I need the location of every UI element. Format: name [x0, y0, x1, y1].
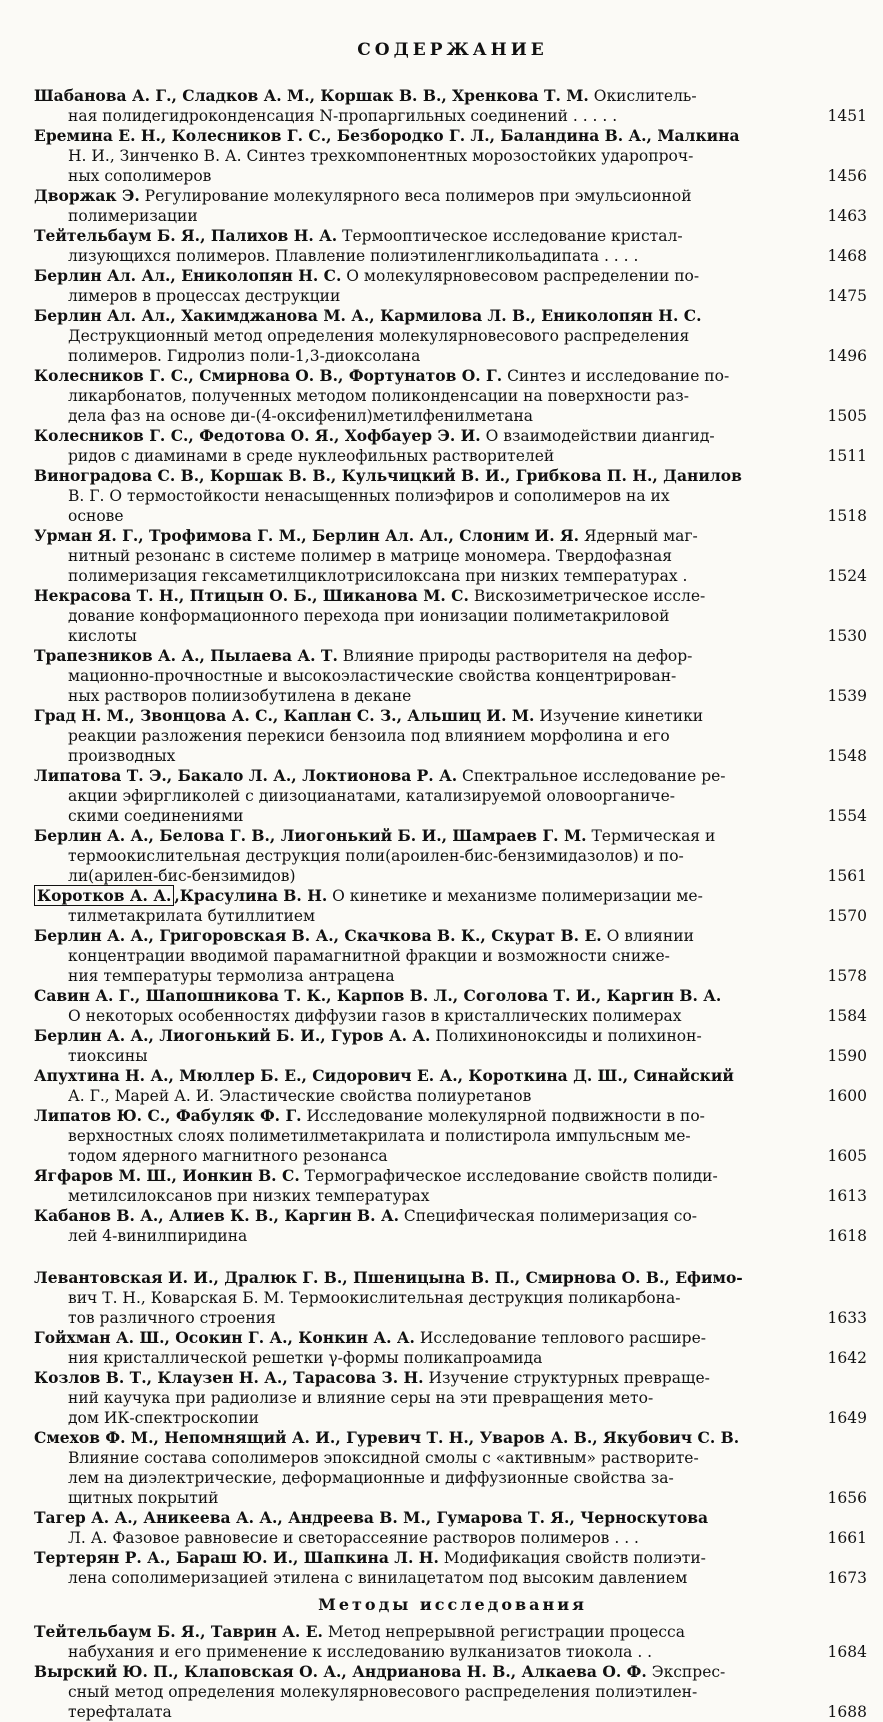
toc-entry: [34, 366, 871, 426]
toc-entry: [34, 226, 871, 266]
entry-authors: Липатов Ю. С., Фабуляк Ф. Г.: [34, 1106, 302, 1125]
entry-line: лена сополимеризацией этилена с винилацетатом под высоким давлением: [68, 1569, 688, 1587]
entry-authors: Тагер А. А., Аникеева А. А., Андреева В. М., Гумарова Т. Я., Черноскутова: [34, 1508, 709, 1527]
entry-authors: Некрасова Т. Н., Птицын О. Б., Шиканова М. С.: [34, 586, 469, 605]
entry-page-number: 1590: [827, 1047, 867, 1065]
entry-authors: Тейтельбаум Б. Я., Таврин А. Е.: [34, 1622, 323, 1641]
entry-page-number: 1456: [827, 167, 867, 185]
toc-entry: [34, 1066, 871, 1106]
toc-entry: [34, 1622, 871, 1662]
entry-page-number: 1656: [827, 1489, 867, 1507]
boxed-author: Коротков А. А.: [34, 885, 174, 906]
entry-line: лем на диэлектрические, деформационные и диффузионные свойства за-: [68, 1469, 674, 1487]
entry-line: щитных покрытий: [68, 1489, 219, 1507]
entry-line: ния температуры термолиза антрацена: [68, 967, 395, 985]
toc-group-b: [34, 926, 871, 1246]
toc-group-d: [34, 1622, 871, 1722]
entry-line: набухания и его применение к исследованию вулканизатов тиокола . .: [68, 1643, 653, 1661]
entry-page-number: 1524: [827, 567, 867, 585]
entry-title-start: Изучение кинетики: [534, 707, 704, 725]
toc-entry: [34, 1106, 871, 1166]
toc-group-c: [34, 1268, 871, 1588]
toc-entry: [34, 1428, 871, 1508]
entry-authors: ,Красулина В. Н.: [174, 886, 328, 905]
entry-page-number: 1505: [827, 407, 867, 425]
entry-line: ли(арилен-бис-бензимидов): [68, 867, 296, 885]
entry-line: производных: [68, 747, 176, 765]
entry-authors: Кабанов В. А., Алиев К. В., Каргин В. А.: [34, 1206, 399, 1225]
entry-authors: Ягфаров М. Ш., Ионкин В. С.: [34, 1166, 300, 1185]
entry-title-start: Полихиноноксиды и полихинон-: [430, 1027, 702, 1045]
entry-line: термоокислительная деструкция поли(ароилен-бис-бензимидазолов) и по-: [68, 847, 684, 865]
entry-line: верхностных слоях полиметилметакрилата и полистирола импульсным ме-: [68, 1127, 691, 1145]
entry-page-number: 1561: [827, 867, 867, 885]
entry-page-number: 1451: [827, 107, 867, 125]
entry-page-number: 1649: [827, 1409, 867, 1427]
entry-authors: Дворжак Э.: [34, 186, 140, 205]
toc-entry: [34, 1206, 871, 1246]
entry-authors: Липатова Т. Э., Бакало Л. А., Локтионова Р. А.: [34, 766, 458, 785]
entry-line: полимеров. Гидролиз поли-1,3-диоксолана: [68, 347, 421, 365]
entry-title-start: О влиянии: [601, 927, 694, 945]
toc-entry: [34, 1166, 871, 1206]
entry-line: Л. А. Фазовое равновесие и светорассеяние растворов полимеров . . .: [68, 1529, 639, 1547]
entry-authors: Козлов В. Т., Клаузен Н. А., Тарасова З. Н.: [34, 1368, 424, 1387]
entry-page-number: 1673: [827, 1569, 867, 1587]
toc-entry: [34, 186, 871, 226]
entry-title-start: Метод непрерывной регистрации процесса: [322, 1623, 685, 1641]
entry-line: ликарбонатов, полученных методом поликонденсации на поверхности раз-: [68, 387, 689, 405]
entry-title-start: Термографическое исследование свойств полиди-: [299, 1167, 718, 1185]
entry-page-number: 1688: [827, 1703, 867, 1721]
toc-entry: [34, 1268, 871, 1328]
entry-title-start: Специфическая полимеризация со-: [398, 1207, 698, 1225]
entry-page-number: 1661: [827, 1529, 867, 1547]
page-title: СОДЕРЖАНИЕ: [357, 40, 548, 60]
entry-line: лимеров в процессах деструкции: [68, 287, 341, 305]
entry-page-number: 1468: [827, 247, 867, 265]
entry-line: ных растворов полиизобутилена в декане: [68, 687, 412, 705]
entry-line: В. Г. О термостойкости ненасыщенных полиэфиров и сополимеров на их: [68, 487, 670, 505]
entry-title-start: Термооптическое исследование кристал-: [337, 227, 683, 245]
toc-entry: [34, 926, 871, 986]
entry-page-number: 1605: [827, 1147, 867, 1165]
toc-entry: [34, 826, 871, 886]
entry-line: сный метод определения молекулярновесового распределения полиэтилен-: [68, 1683, 698, 1701]
entry-authors: Урман Я. Г., Трофимова Г. М., Берлин Ал. Ал., Слоним И. Я.: [34, 526, 580, 545]
entry-authors: Апухтина Н. А., Мюллер Б. Е., Сидорович Е. А., Короткина Д. Ш., Синайский: [34, 1066, 734, 1085]
entry-authors: Берлин А. А., Белова Г. В., Лиогонький Б. И., Шамраев Г. М.: [34, 826, 587, 845]
entry-line: дование конформационного перехода при ионизации полиметакриловой: [68, 607, 670, 625]
toc-entry: [34, 646, 871, 706]
entry-authors: Град Н. М., Звонцова А. С., Каплан С. З., Альшиц И. М.: [34, 706, 535, 725]
entry-title-start: О кинетике и механизме полимеризации ме-: [327, 887, 703, 905]
section-title-methods: Методы исследования: [318, 1595, 587, 1614]
entry-authors: Вырский Ю. П., Клаповская О. А., Андрианова Н. В., Алкаева О. Ф.: [34, 1662, 647, 1681]
entry-page-number: 1463: [827, 207, 867, 225]
entry-line: А. Г., Марей А. И. Эластические свойства полиуретанов: [68, 1087, 532, 1105]
entry-title-start: Исследование молекулярной подвижности в по-: [301, 1107, 705, 1125]
group-gap: [34, 1246, 871, 1268]
entry-line: нитный резонанс в системе полимер в матрице мономера. Твердофазная: [68, 547, 673, 565]
entry-authors: Тейтельбаум Б. Я., Палихов Н. А.: [34, 226, 338, 245]
entry-authors: Тертерян Р. А., Бараш Ю. И., Шапкина Л. Н.: [34, 1548, 439, 1567]
entry-line: лей 4-винилпиридина: [68, 1227, 248, 1245]
toc-entry: [34, 426, 871, 466]
entry-authors: Берлин А. А., Григоровская В. А., Скачкова В. К., Скурат В. Е.: [34, 926, 602, 945]
toc-entry: [34, 766, 871, 826]
entry-line: лизующихся полимеров. Плавление полиэтиленгликольадипата . . . .: [68, 247, 639, 265]
entry-authors: Виноградова С. В., Коршак В. В., Кульчицкий В. И., Грибкова П. Н., Данилов: [34, 466, 742, 485]
entry-line: кислоты: [68, 627, 137, 645]
toc-entry: [34, 306, 871, 366]
entry-line: дела фаз на основе ди-(4-оксифенил)метилфенилметана: [68, 407, 534, 425]
entry-line: тов различного строения: [68, 1309, 276, 1327]
toc-entry: [34, 266, 871, 306]
entry-title-start: Модификация свойств полиэти-: [438, 1549, 706, 1567]
entry-title-start: О молекулярновесовом распределении по-: [341, 267, 700, 285]
entry-line: ных сополимеров: [68, 167, 212, 185]
entry-page-number: 1578: [827, 967, 867, 985]
toc-entry: [34, 1328, 871, 1368]
entry-title-start: Влияние природы растворителя на дефор-: [337, 647, 693, 665]
toc-entry: [34, 1026, 871, 1066]
entry-authors: Гойхман А. Ш., Осокин Г. А., Конкин А. А.: [34, 1328, 415, 1347]
entry-line: основе: [68, 507, 124, 525]
entry-line: вич Т. Н., Коварская Б. М. Термоокислительная деструкция поликарбона-: [68, 1289, 681, 1307]
toc-entry-korotkov: [34, 886, 871, 926]
entry-title-start: Синтез и исследование по-: [502, 367, 730, 385]
entry-title-start: Окислитель-: [588, 87, 697, 105]
entry-line: концентрации вводимой парамагнитной фракции и возможности сниже-: [68, 947, 670, 965]
entry-authors: Савин А. Г., Шапошникова Т. К., Карпов В. Л., Соголова Т. И., Каргин В. А.: [34, 986, 722, 1005]
toc-entry: [34, 1508, 871, 1548]
entry-page-number: 1684: [827, 1643, 867, 1661]
entry-authors: Трапезников А. А., Пылаева А. Т.: [34, 646, 338, 665]
entry-page-number: 1642: [827, 1349, 867, 1367]
entry-line: ний каучука при радиолизе и влияние серы на эти превращения мето-: [68, 1389, 654, 1407]
entry-line: реакции разложения перекиси бензоила под влиянием морфолина и его: [68, 727, 670, 745]
entry-line: ния кристаллической решетки γ-формы поликапроамида: [68, 1349, 543, 1367]
entry-page-number: 1475: [827, 287, 867, 305]
entry-line: акции эфиргликолей с диизоцианатами, катализируемой оловоорганиче-: [68, 787, 675, 805]
toc-group-a: [34, 86, 871, 886]
entry-page-number: 1548: [827, 747, 867, 765]
entry-authors: Еремина Е. Н., Колесников Г. С., Безбородко Г. Л., Баландина В. А., Малкина: [34, 126, 740, 145]
entry-title-start: О взаимодействии диангид-: [480, 427, 715, 445]
entry-line: метилсилоксанов при низких температурах: [68, 1187, 430, 1205]
toc-entry: [34, 1662, 871, 1722]
entry-title-start: Регулирование молекулярного веса полимеров при эмульсионной: [139, 187, 692, 205]
entry-line: полимеризация гексаметилциклотрисилоксана при низких температурах .: [68, 567, 688, 585]
entry-page-number: 1600: [827, 1087, 867, 1105]
entry-line: Деструкционный метод определения молекулярновесового распределения: [68, 327, 690, 345]
entry-line: Н. И., Зинченко В. А. Синтез трехкомпонентных морозостойких ударопроч-: [68, 147, 694, 165]
entry-authors: Берлин Ал. Ал., Ениколопян Н. С.: [34, 266, 342, 285]
entry-line: мационно-прочностные и высокоэластические свойства концентрирован-: [68, 667, 677, 685]
entry-line: тилметакрилата бутиллитием: [68, 907, 316, 925]
entry-page-number: 1618: [827, 1227, 867, 1245]
entry-page-number: 1539: [827, 687, 867, 705]
entry-line: О некоторых особенностях диффузии газов в кристаллических полимерах: [68, 1007, 682, 1025]
entry-page-number: 1511: [827, 447, 867, 465]
entry-page-number: 1570: [827, 907, 867, 925]
entry-page-number: 1633: [827, 1309, 867, 1327]
entry-line: ная полидегидроконденсация N-пропаргильных соединений . . . . .: [68, 107, 618, 125]
entry-title-start: Вискозиметрическое иссле-: [468, 587, 706, 605]
entry-title-start: Изучение структурных превраще-: [423, 1369, 710, 1387]
entry-title-start: Исследование теплового расшире-: [414, 1329, 707, 1347]
entry-authors: Колесников Г. С., Смирнова О. В., Фортунатов О. Г.: [34, 366, 503, 385]
entry-authors: Колесников Г. С., Федотова О. Я., Хофбауер Э. И.: [34, 426, 481, 445]
entry-authors: Берлин Ал. Ал., Хакимджанова М. А., Кармилова Л. В., Ениколопян Н. С.: [34, 306, 702, 325]
entry-title-start: Экспрес-: [646, 1663, 726, 1681]
entry-line: Влияние состава сополимеров эпоксидной смолы с «активным» растворите-: [68, 1449, 699, 1467]
entry-page-number: 1584: [827, 1007, 867, 1025]
entry-line: терефталата: [68, 1703, 172, 1721]
entry-page-number: 1518: [827, 507, 867, 525]
entry-line: тиоксины: [68, 1047, 148, 1065]
entry-title-start: Ядерный маг-: [579, 527, 698, 545]
entry-page-number: 1554: [827, 807, 867, 825]
entry-authors: Левантовская И. И., Дралюк Г. В., Пшеницына В. П., Смирнова О. В., Ефимо-: [34, 1268, 743, 1287]
entry-authors: Берлин А. А., Лиогонький Б. И., Гуров А. А.: [34, 1026, 431, 1045]
toc-entry: [34, 466, 871, 526]
toc-entry: [34, 586, 871, 646]
toc-entry: [34, 126, 871, 186]
toc-entry: [34, 1548, 871, 1588]
toc-entry: [34, 1368, 871, 1428]
entry-title-start: Спектральное исследование ре-: [457, 767, 726, 785]
entry-authors: Шабанова А. Г., Сладков А. М., Коршак В. В., Хренкова Т. М.: [34, 86, 589, 105]
entry-page-number: 1613: [827, 1187, 867, 1205]
entry-line: дом ИК-спектроскопии: [68, 1409, 260, 1427]
toc-entry: [34, 706, 871, 766]
toc-entry: [34, 86, 871, 126]
toc-entry: [34, 986, 871, 1026]
entry-line: полимеризации: [68, 207, 198, 225]
entry-line: тодом ядерного магнитного резонанса: [68, 1147, 388, 1165]
entry-page-number: 1530: [827, 627, 867, 645]
entry-title-start: Термическая и: [586, 827, 716, 845]
toc-entry: [34, 526, 871, 586]
entry-line: скими соединениями: [68, 807, 244, 825]
entry-page-number: 1496: [827, 347, 867, 365]
entry-authors: Смехов Ф. М., Непомнящий А. И., Гуревич Т. Н., Уваров А. В., Якубович С. В.: [34, 1428, 740, 1447]
entry-line: ридов с диаминами в среде нуклеофильных растворителей: [68, 447, 555, 465]
